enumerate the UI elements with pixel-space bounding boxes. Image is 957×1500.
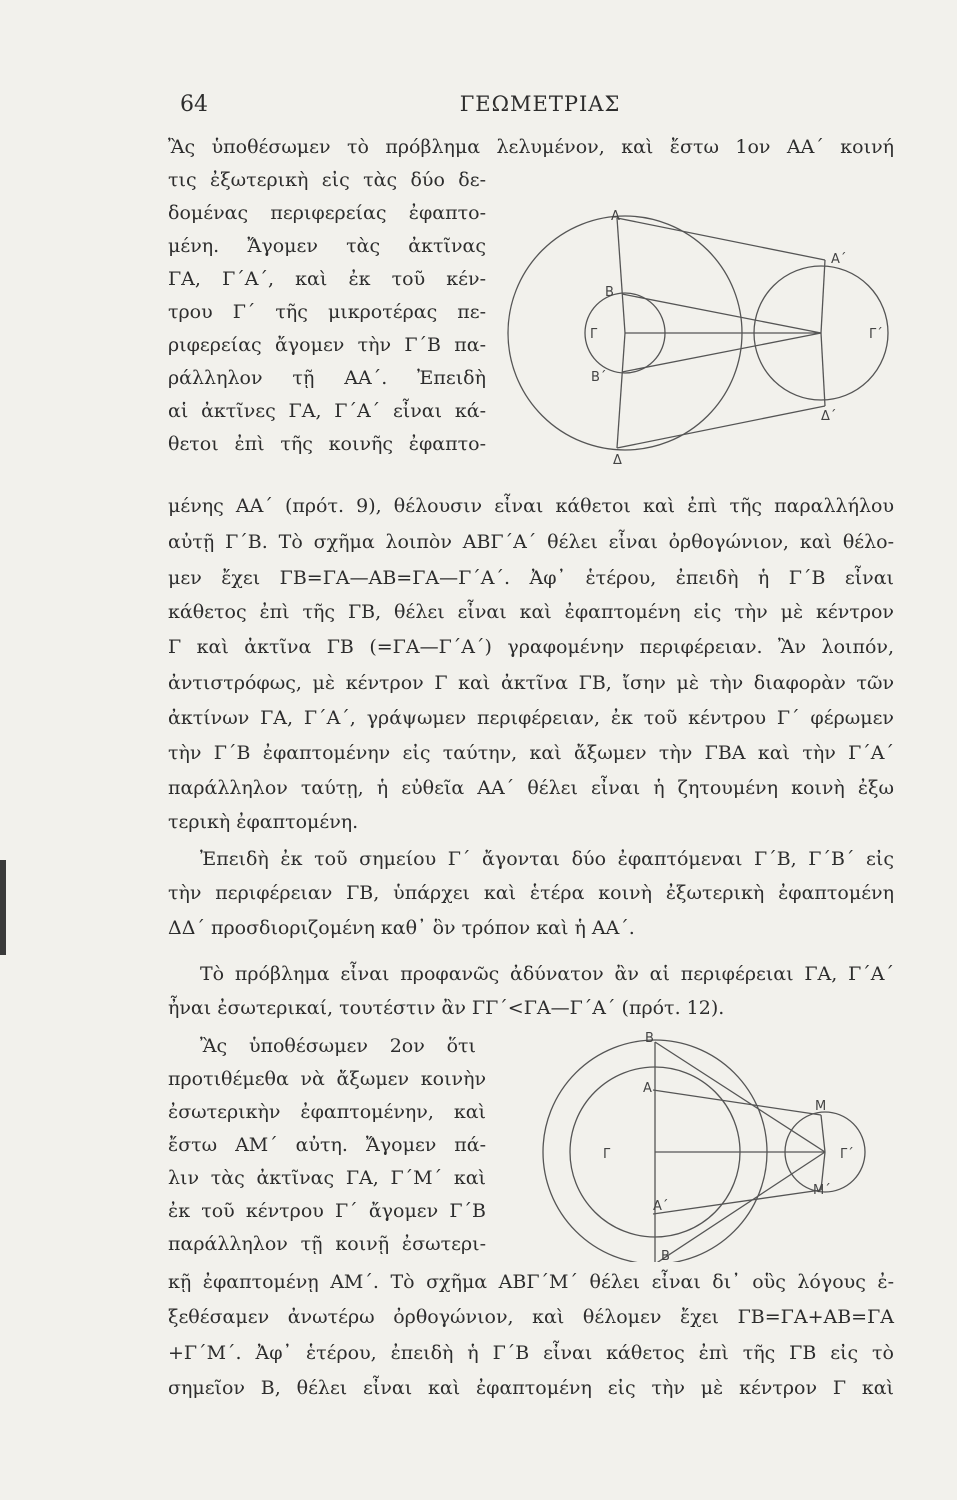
figure-label: Β: [605, 285, 614, 300]
text-line: τερικὴ ἐφαπτομένη.: [168, 811, 359, 833]
text-line: ΓΑ, Γ΄Α΄, καὶ ἐκ τοῦ κέν-: [168, 268, 486, 290]
text-line: Ἂς ὑποθέσωμεν τὸ πρόβλημα λελυμένον, καὶ ἔστω 1ον ΑΑ΄ κοινή: [168, 136, 894, 158]
text-line: δομένας περιφερείας ἐφαπτο-: [168, 202, 486, 224]
text-line: ἀκτίνων ΓΑ, Γ΄Α΄, γράψωμεν περιφέρειαν, ἐκ τοῦ κέντρου Γ΄ φέρωμεν: [168, 707, 894, 729]
text-line: ράλληλον τῇ ΑΑ΄. Ἐπειδὴ: [168, 367, 486, 389]
text-line: ἔστω ΑΜ΄ αὐτη. Ἄγομεν πά-: [168, 1134, 486, 1156]
figure-label: Α΄: [653, 1199, 669, 1214]
text-line: +Γ΄Μ΄. Ἀφ᾽ ἑτέρου, ἐπειδὴ ἡ Γ΄Β εἶναι κάθετος ἐπὶ τῆς ΓΒ εἰς τὸ: [168, 1342, 894, 1364]
text-line: προτιθέμεθα νὰ ἄξωμεν κοινὴν: [168, 1068, 486, 1090]
figure-label: Δ΄: [821, 409, 837, 424]
figure-label: Β΄: [591, 370, 607, 385]
text-line: παράλληλον ταύτῃ, ἡ εὐθεῖα ΑΑ΄ θέλει εἶναι ἡ ζητουμένη κοινὴ ἐξω: [168, 777, 894, 799]
text-line: ἐκ τοῦ κέντρου Γ΄ ἄγομεν Γ΄Β: [168, 1200, 486, 1222]
text-line: ἐσωτερικὴν ἐφαπτομένην, καὶ: [168, 1101, 486, 1123]
text-line: ξεθέσαμεν ἀνωτέρω ὀρθογώνιον, καὶ θέλομεν ἔχει ΓΒ=ΓΑ+ΑΒ=ΓΑ: [168, 1306, 894, 1328]
text-line: ΔΔ΄ προσδιοριζομένη καθ᾽ ὃν τρόπον καὶ ἡ ΑΑ΄.: [168, 917, 635, 939]
figure-label: Β: [661, 1249, 670, 1262]
text-line: αἱ ἀκτῖνες ΓΑ, Γ΄Α΄ εἶναι κά-: [168, 400, 486, 422]
text-line: παράλληλον τῇ κοινῇ ἐσωτερι-: [168, 1233, 486, 1255]
figure-label: Γ΄: [840, 1147, 854, 1162]
text-line: μένης ΑΑ΄ (πρότ. 9), θέλουσιν εἶναι κάθετοι καὶ ἐπὶ τῆς παραλλήλου: [168, 495, 894, 517]
text-line: μένη. Ἄγομεν τὰς ἀκτῖνας: [168, 235, 486, 257]
figure-label: Δ: [613, 453, 622, 468]
page-header: [180, 92, 900, 122]
binding-edge-mark: [0, 860, 6, 955]
text-line: ριφερείας ἄγομεν τὴν Γ΄Β πα-: [168, 334, 486, 356]
text-line: τὴν Γ΄Β ἐφαπτομένην εἰς ταύτην, καὶ ἄξωμεν τὴν ΓΒΑ καὶ τὴν Γ΄Α΄: [168, 742, 894, 764]
figure-label: Α: [611, 209, 620, 224]
running-title: ΓΕΩΜΕΤΡΙΑΣ: [459, 92, 621, 116]
text-line: Τὸ πρόβλημα εἶναι προφανῶς ἀδύνατον ἂν αἱ περιφέρειαι ΓΑ, Γ΄Α΄: [200, 963, 894, 985]
page-number: 64: [180, 92, 208, 117]
text-line: μεν ἔχει ΓΒ=ΓΑ—ΑΒ=ΓΑ—Γ΄Α΄. Ἀφ᾽ ἑτέρου, ἐπειδὴ ἡ Γ΄Β εἶναι: [168, 567, 894, 589]
text-line: σημεῖον Β, θέλει εἶναι καὶ ἐφαπτομένη εἰς τὴν μὲ κέντρον Γ καὶ: [168, 1377, 894, 1399]
figure-label: Μ΄: [813, 1183, 831, 1198]
figure-label: Γ΄: [869, 327, 883, 342]
text-line: τις ἐξωτερικὴ εἰς τὰς δύο δε-: [168, 169, 486, 191]
text-line: αὐτῇ Γ΄Β. Τὸ σχῆμα λοιπὸν ΑΒΓ΄Α΄ θέλει εἶναι ὀρθογώνιον, καὶ θέλο-: [168, 531, 894, 553]
text-line: ἦναι ἐσωτερικαί, τουτέστιν ἂν ΓΓ΄<ΓΑ—Γ΄Α΄ (πρότ. 12).: [168, 997, 725, 1019]
text-line: Ἐπειδὴ ἐκ τοῦ σημείου Γ΄ ἄγονται δύο ἐφαπτόμεναι Γ΄Β, Γ΄Β΄ εἰς: [200, 848, 894, 870]
text-line: ἀντιστρόφως, μὲ κέντρον Γ καὶ ἀκτῖνα ΓΒ, ἴσην μὲ τὴν διαφορὰν τῶν: [168, 672, 894, 694]
text-line: κῇ ἐφαπτομένῃ ΑΜ΄. Τὸ σχῆμα ΑΒΓ΄Μ΄ θέλει εἶναι δι᾽ οὓς λόγους ἐ-: [168, 1271, 894, 1293]
text-line: θετοι ἐπὶ τῆς κοινῆς ἐφαπτο-: [168, 433, 486, 455]
text-line: κάθετος ἐπὶ τῆς ΓΒ, θέλει εἶναι καὶ ἐφαπτομένη εἰς τὴν μὲ κέντρον: [168, 601, 894, 623]
text-line: Ἂς ὑποθέσωμεν 2ον ὅτι: [200, 1035, 476, 1057]
text-line: λιν τὰς ἀκτῖνας ΓΑ, Γ΄Μ΄ καὶ: [168, 1167, 486, 1189]
text-line: τρου Γ΄ τῆς μικροτέρας πε-: [168, 301, 486, 323]
figure-label: Β: [645, 1032, 654, 1046]
text-line: Γ καὶ ἀκτῖνα ΓΒ (=ΓΑ—Γ΄Α΄) γραφομένην περιφέρειαν. Ἂν λοιπόν,: [168, 636, 894, 658]
figure-label: Α: [643, 1081, 652, 1096]
figure-label: Γ: [603, 1147, 611, 1162]
figure-label: Α΄: [831, 252, 847, 267]
figure-external-tangent: [485, 208, 895, 468]
text-line: τὴν περιφέρειαν ΓΒ, ὑπάρχει καὶ ἑτέρα κοινὴ ἐξωτερικὴ ἐφαπτομένη: [168, 882, 894, 904]
figure-label: Γ: [590, 327, 598, 342]
figure-label: Μ: [815, 1099, 827, 1114]
figure-internal-tangent: [485, 1032, 895, 1262]
